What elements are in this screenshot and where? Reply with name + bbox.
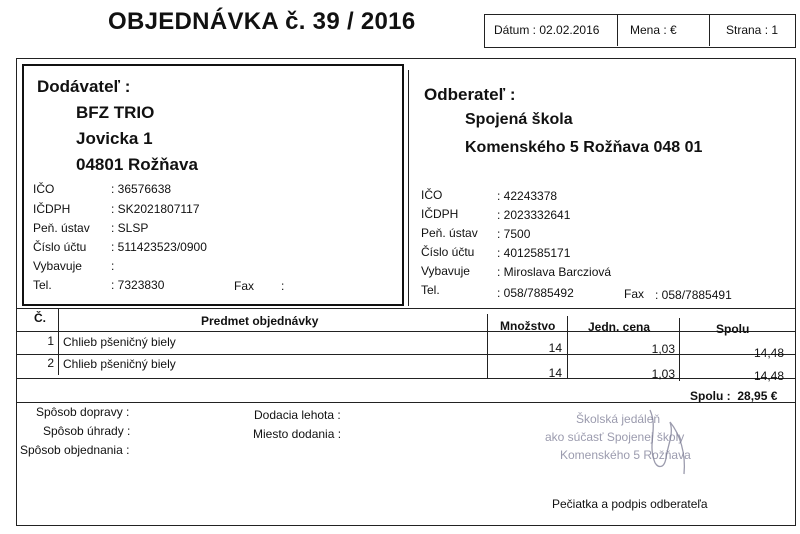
sum-value: 28,95 €	[737, 389, 778, 403]
delivery-place-label: Miesto dodania :	[253, 427, 342, 441]
currency-label: Mena :	[630, 23, 667, 37]
customer-fax: : 058/7885491	[655, 288, 732, 302]
supplier-account: : 511423523/0900	[111, 240, 207, 254]
col-header-item: Predmet objednávky	[201, 314, 319, 328]
customer-icdph: : 2023332641	[497, 208, 571, 222]
customer-ico-label: IČO	[421, 188, 443, 202]
supplier-fax-label: Fax	[234, 279, 255, 293]
supplier-city: 04801 Rožňava	[76, 155, 198, 174]
supplier-ico: : 36576638	[111, 182, 172, 196]
table-row-line-1	[16, 354, 796, 355]
order-method-label: Spôsob objednania :	[20, 443, 130, 457]
currency-value: €	[670, 23, 677, 37]
customer-handler: : Miroslava Barcziová	[497, 265, 612, 279]
page-field	[709, 14, 796, 46]
sum-field	[690, 389, 777, 403]
table-row-1-total: 14,48	[753, 346, 784, 360]
table-header-line	[16, 331, 796, 332]
customer-tel: : 058/7885492	[497, 286, 574, 300]
table-row-2-item: Chlieb pšeničný biely	[63, 357, 176, 371]
supplier-account-label: Číslo účtu	[33, 240, 87, 254]
customer-tel-label: Tel.	[421, 283, 440, 297]
signature-label: Pečiatka a podpis odberateľa	[552, 497, 708, 511]
currency-field	[617, 14, 709, 46]
sum-line	[16, 402, 796, 403]
customer-bank: : 7500	[497, 227, 531, 241]
customer-bank-label: Peň. ústav	[421, 226, 478, 240]
table-row-2-price: 1,03	[651, 367, 675, 381]
col-header-qty: Množstvo	[500, 319, 556, 333]
party-divider	[408, 70, 409, 306]
supplier-tel: : 7323830	[111, 278, 165, 292]
col-header-no: Č.	[34, 311, 46, 325]
customer-name: Spojená škola	[465, 111, 573, 128]
page-value: 1	[771, 23, 779, 37]
supplier-handler-label: Vybavuje	[33, 259, 82, 273]
payment-label: Spôsob úhrady :	[43, 424, 131, 438]
date-field	[484, 14, 617, 46]
customer-handler-label: Vybavuje	[421, 264, 470, 278]
date-label: Dátum :	[494, 23, 537, 37]
customer-fax-label: Fax	[624, 287, 645, 301]
table-top-line	[16, 308, 796, 309]
supplier-icdph-label: IČDPH	[33, 202, 71, 216]
supplier-heading: Dodávateľ :	[37, 77, 131, 96]
customer-account-label: Číslo účtu	[421, 245, 475, 259]
supplier-bank-label: Peň. ústav	[33, 221, 90, 235]
table-row-1-item: Chlieb pšeničný biely	[63, 335, 176, 349]
table-col-divider-4	[679, 318, 680, 381]
customer-ico: : 42243378	[497, 189, 558, 203]
supplier-tel-label: Tel.	[33, 278, 52, 292]
date-value: 02.02.2016	[539, 23, 600, 37]
supplier-street: Jovicka 1	[76, 129, 153, 148]
supplier-name: BFZ TRIO	[76, 103, 155, 122]
customer-address: Komenského 5 Rožňava 048 01	[465, 139, 703, 156]
supplier-bank: : SLSP	[111, 221, 149, 235]
page-label: Strana :	[726, 23, 769, 37]
supplier-ico-label: IČO	[33, 182, 55, 196]
supplier-fax: :	[281, 279, 285, 293]
table-row-1-qty: 14	[548, 341, 562, 355]
supplier-icdph: : SK2021807117	[111, 202, 200, 216]
col-header-total: Spolu	[716, 322, 750, 336]
table-row-1-price: 1,03	[651, 342, 675, 356]
table-col-divider-3	[567, 316, 568, 379]
stamp-line-3: Komenského 5 Rožňava	[560, 448, 691, 462]
table-row-1-no: 1	[47, 334, 54, 348]
supplier-handler: :	[111, 259, 115, 273]
stamp-line-2: ako súčasť Spojenej školy	[545, 430, 685, 444]
page-title: OBJEDNÁVKA č. 39 / 2016	[108, 8, 416, 35]
stamp-line-1: Školská jedáleň	[576, 412, 661, 426]
delivery-deadline-label: Dodacia lehota :	[254, 408, 341, 422]
sum-label: Spolu :	[690, 389, 731, 403]
table-col-divider-2	[487, 314, 488, 379]
table-row-line-2	[16, 378, 796, 379]
customer-account: : 4012585171	[497, 246, 571, 260]
table-row-2-total: 14,48	[753, 369, 784, 383]
transport-label: Spôsob dopravy :	[36, 405, 130, 419]
col-header-price: Jedn. cena	[588, 320, 651, 334]
table-row-2-qty: 14	[548, 366, 562, 380]
table-col-divider-1	[58, 308, 59, 375]
signature-scribble	[640, 404, 710, 484]
customer-heading: Odberateľ :	[424, 85, 516, 104]
table-row-2-no: 2	[47, 356, 54, 370]
customer-icdph-label: IČDPH	[421, 207, 459, 221]
